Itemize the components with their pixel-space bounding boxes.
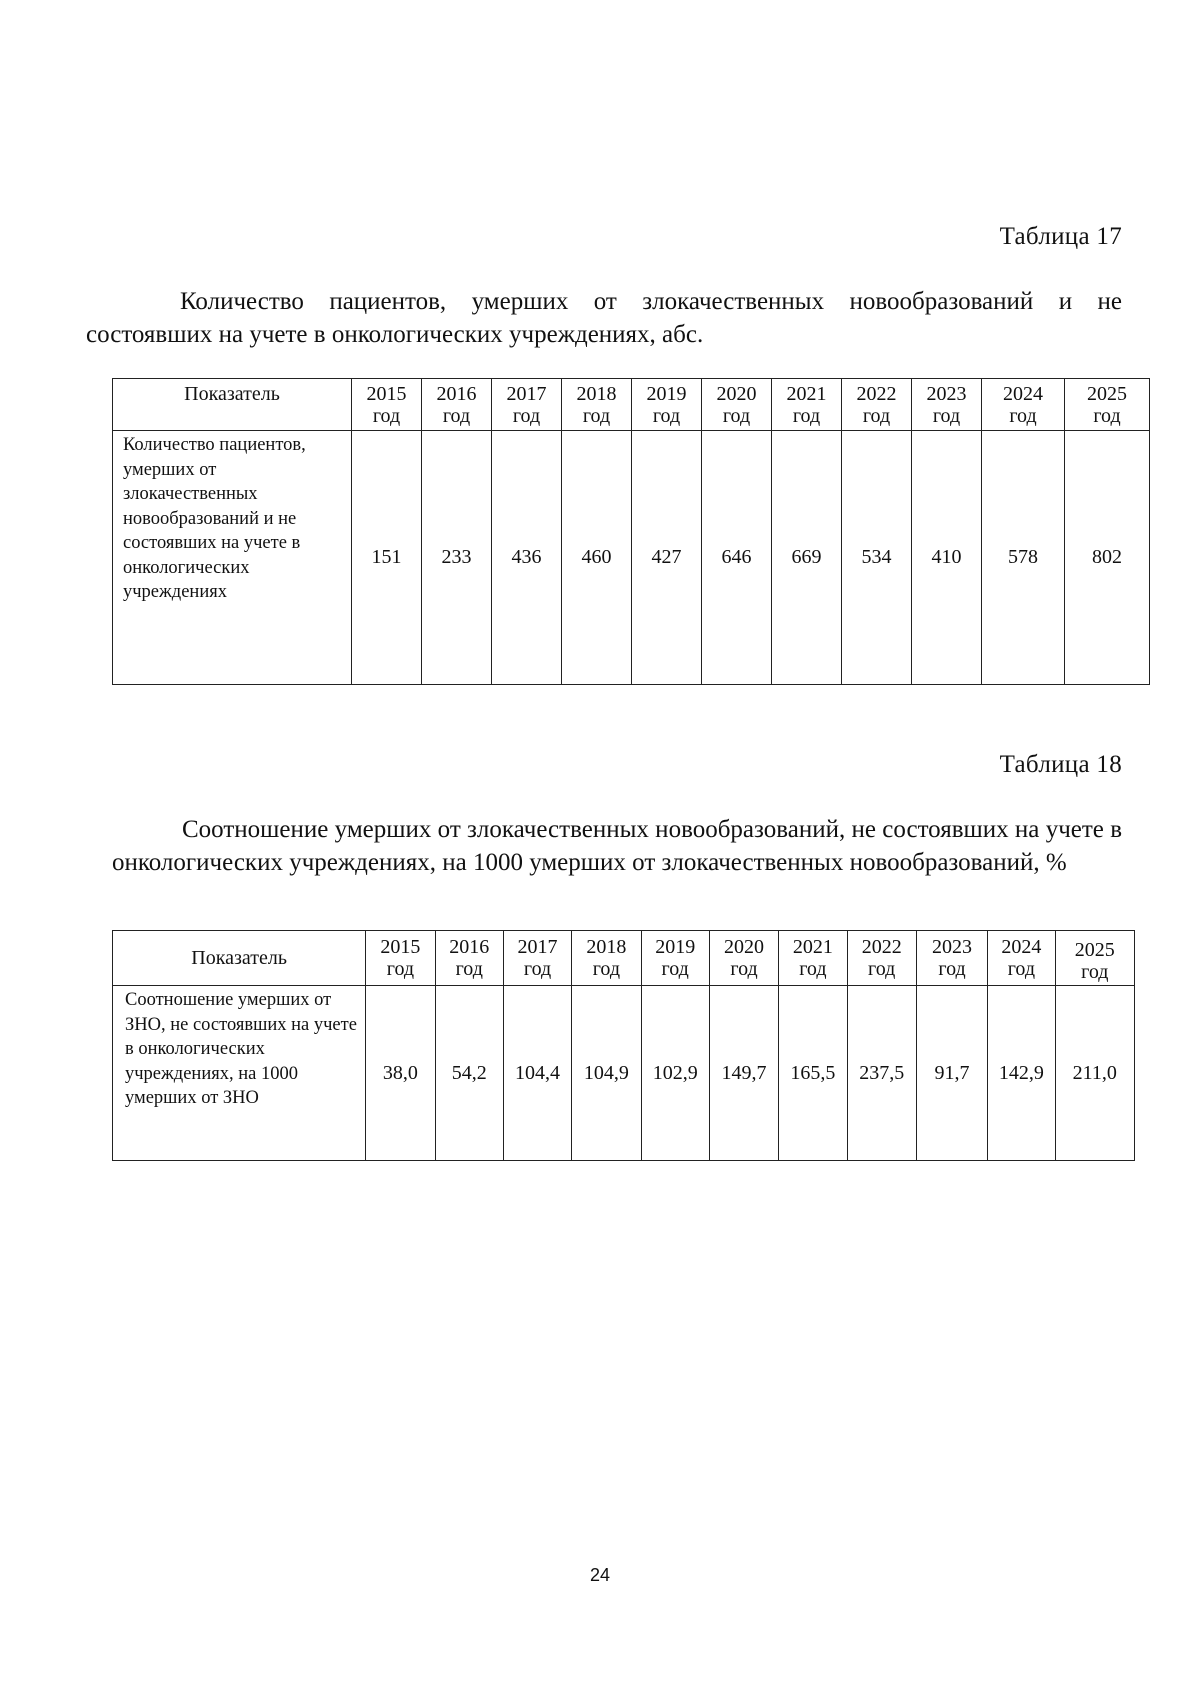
header-year: 2025 год (1055, 931, 1134, 986)
header-year: 2017 год (492, 379, 562, 431)
table-header-row (113, 379, 1150, 431)
header-year: 2018 год (572, 931, 641, 986)
header-year: 2025 год (1065, 379, 1150, 431)
value-cell: 578 (982, 431, 1065, 685)
row-label: Соотношение умерших от ЗНО, не состоявших на учете в онкологических учреждениях, на 1000 умерших от ЗНО (113, 986, 366, 1161)
value-cell: 237,5 (847, 986, 916, 1161)
header-year: 2022 год (847, 931, 916, 986)
value-cell: 54,2 (435, 986, 503, 1161)
header-year: 2018 год (562, 379, 632, 431)
value-cell: 646 (702, 431, 772, 685)
table-18-caption: Соотношение умерших от злокачественных новообразований, не состоявших на учете в онкологических учреждениях, на 1000 умерших от злокачественных новообразований, % (112, 816, 1122, 876)
table-17-caption-line2: состоявших на учете в онкологических учреждениях, абс. (86, 321, 704, 348)
value-cell: 427 (632, 431, 702, 685)
header-year: 2022 год (842, 379, 912, 431)
value-cell: 233 (422, 431, 492, 685)
header-year: 2015 год (352, 379, 422, 431)
header-year: 2017 год (503, 931, 571, 986)
value-cell: 91,7 (916, 986, 987, 1161)
header-year: 2015 год (366, 931, 435, 986)
table-17-caption (86, 285, 1122, 351)
header-year: 2020 год (709, 931, 778, 986)
value-cell: 669 (772, 431, 842, 685)
header-year: 2024 год (982, 379, 1065, 431)
table-row (113, 986, 1135, 1161)
value-cell: 104,4 (503, 986, 571, 1161)
value-cell: 436 (492, 431, 562, 685)
page-number: 24 (589, 1565, 611, 1585)
value-cell: 211,0 (1055, 986, 1134, 1161)
header-year: 2023 год (916, 931, 987, 986)
table-row (113, 431, 1150, 685)
header-year: 2019 год (632, 379, 702, 431)
row-label: Количество пациентов, умерших от злокачественных новообразований и не состоявших на учете в онкологических учреждениях (113, 431, 352, 685)
value-cell: 104,9 (572, 986, 641, 1161)
header-year: 2023 год (912, 379, 982, 431)
header-year: 2020 год (702, 379, 772, 431)
value-cell: 151 (352, 431, 422, 685)
value-cell: 142,9 (988, 986, 1055, 1161)
table-17 (112, 378, 1150, 685)
value-cell: 460 (562, 431, 632, 685)
header-indicator: Показатель (113, 379, 352, 431)
header-year: 2019 год (641, 931, 709, 986)
value-cell: 102,9 (641, 986, 709, 1161)
table-17-caption-line1: Количество пациентов, умерших от злокачественных новообразований и не (180, 288, 1122, 315)
header-year: 2024 год (988, 931, 1055, 986)
table-18 (112, 930, 1135, 1161)
header-indicator: Показатель (113, 931, 366, 986)
value-cell: 534 (842, 431, 912, 685)
value-cell: 802 (1065, 431, 1150, 685)
header-year: 2021 год (779, 931, 847, 986)
value-cell: 149,7 (709, 986, 778, 1161)
header-year: 2016 год (435, 931, 503, 986)
header-year: 2016 год (422, 379, 492, 431)
table-header-row (113, 931, 1135, 986)
header-year: 2021 год (772, 379, 842, 431)
table-18-label: Таблица 18 (999, 751, 1122, 778)
value-cell: 38,0 (366, 986, 435, 1161)
value-cell: 165,5 (779, 986, 847, 1161)
value-cell: 410 (912, 431, 982, 685)
table-17-label: Таблица 17 (999, 223, 1122, 250)
